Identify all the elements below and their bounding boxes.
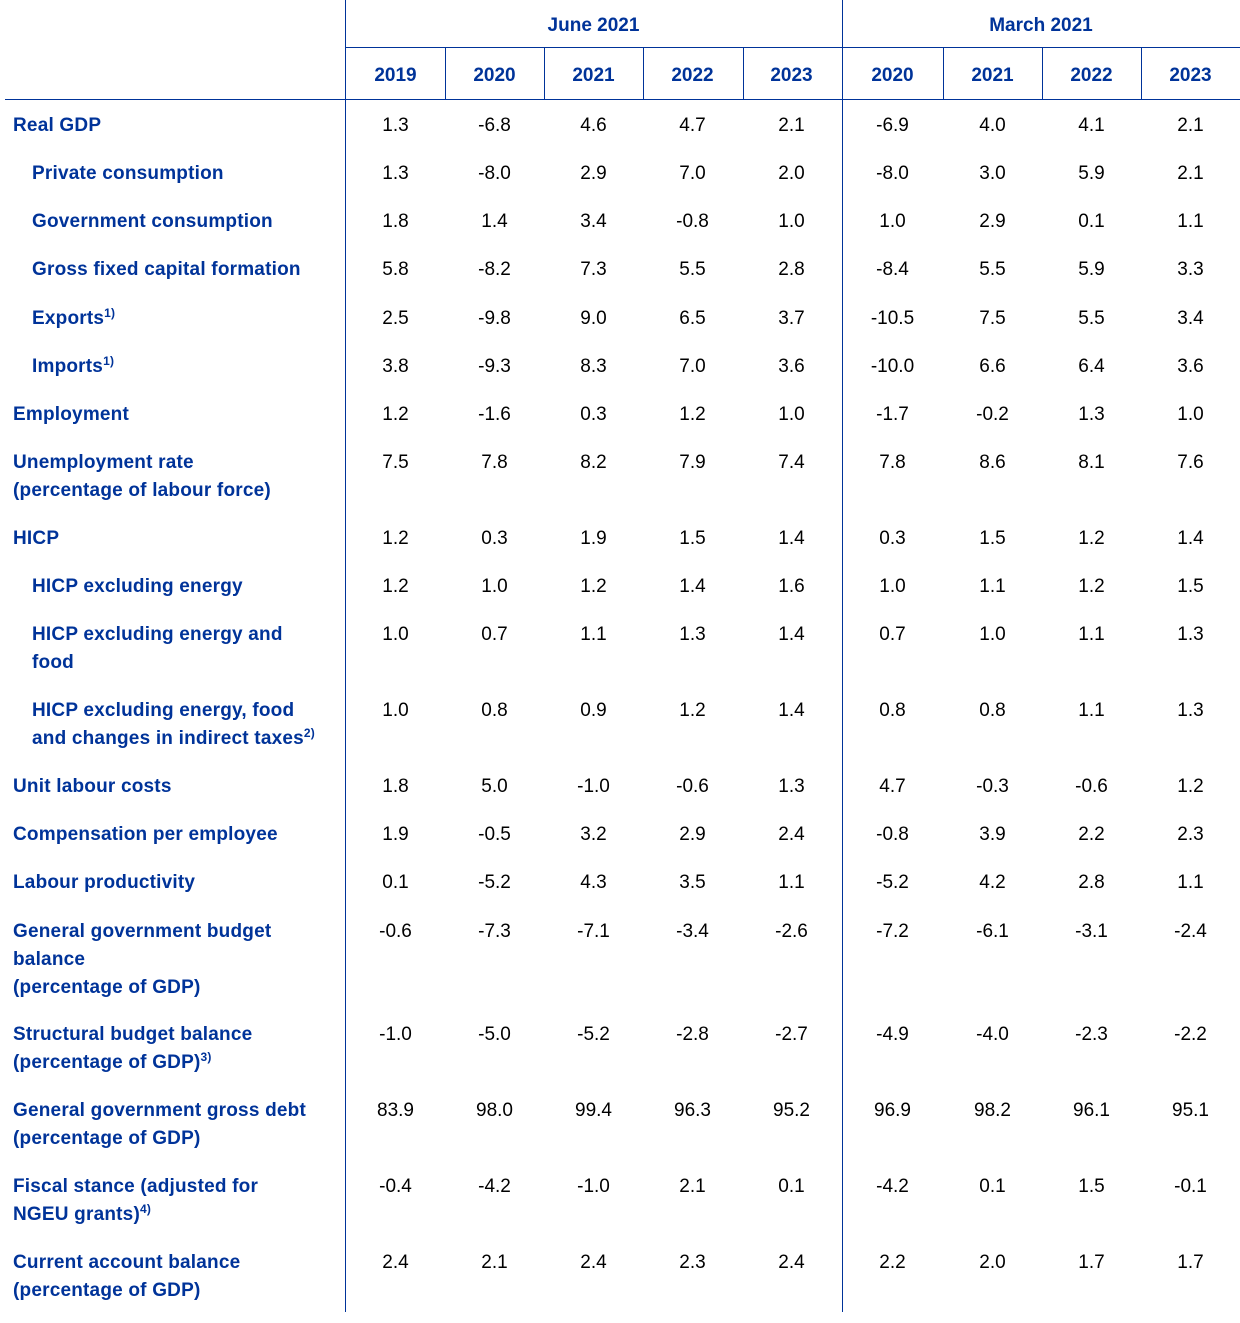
- row-label-line: [32, 573, 243, 601]
- value-cell: -4.2: [478, 1176, 511, 1197]
- value-cell: -0.4: [379, 1176, 412, 1197]
- row-label-line: [32, 725, 315, 753]
- value-cell: 1.7: [1078, 1252, 1105, 1273]
- value-cell: 98.2: [974, 1100, 1011, 1121]
- year-header: 2023: [770, 65, 813, 86]
- row-label: [13, 112, 101, 140]
- row-label: [13, 773, 172, 801]
- value-cell: -0.3: [976, 776, 1009, 797]
- value-cell: -5.2: [478, 872, 511, 893]
- value-cell: -4.0: [976, 1024, 1009, 1045]
- value-cell: 0.8: [879, 700, 906, 721]
- value-cell: 9.0: [580, 308, 607, 329]
- value-cell: -8.0: [478, 163, 511, 184]
- value-cell: 0.3: [879, 528, 906, 549]
- row-label: [32, 573, 243, 601]
- year-header: 2023: [1169, 65, 1212, 86]
- value-cell: 1.8: [382, 211, 409, 232]
- value-cell: 96.9: [874, 1100, 911, 1121]
- row-label: [13, 1021, 252, 1077]
- value-cell: 2.5: [382, 308, 409, 329]
- row-label-text: General government budget: [13, 921, 272, 942]
- row-label: [13, 1173, 258, 1229]
- value-cell: 8.1: [1078, 452, 1105, 473]
- value-cell: 1.5: [1078, 1176, 1105, 1197]
- value-cell: 0.3: [481, 528, 508, 549]
- value-cell: -2.3: [1075, 1024, 1108, 1045]
- value-cell: -6.8: [478, 115, 511, 136]
- value-cell: -0.8: [876, 824, 909, 845]
- value-cell: 0.3: [580, 404, 607, 425]
- value-cell: 1.5: [1177, 576, 1204, 597]
- value-cell: -0.6: [379, 921, 412, 942]
- row-label-line: [13, 1201, 258, 1229]
- value-cell: 1.2: [382, 576, 409, 597]
- value-cell: -8.4: [876, 259, 909, 280]
- value-cell: -3.4: [676, 921, 709, 942]
- value-cell: 1.0: [382, 700, 409, 721]
- value-cell: 7.3: [580, 259, 607, 280]
- row-label-line: [32, 649, 283, 677]
- value-cell: -7.2: [876, 921, 909, 942]
- value-cell: 2.1: [481, 1252, 508, 1273]
- value-cell: 4.3: [580, 872, 607, 893]
- value-cell: 1.2: [382, 528, 409, 549]
- year-header: 2022: [1070, 65, 1113, 86]
- value-cell: -6.1: [976, 921, 1009, 942]
- row-label-text: Unit labour costs: [13, 776, 172, 797]
- value-cell: 5.5: [979, 259, 1006, 280]
- value-cell: 1.0: [481, 576, 508, 597]
- year-header: 2020: [871, 65, 914, 86]
- row-label-text: General government gross debt: [13, 1100, 306, 1121]
- value-cell: 6.5: [679, 308, 706, 329]
- row-label-text: (percentage of GDP): [13, 977, 201, 998]
- value-cell: -9.3: [478, 356, 511, 377]
- row-label-line: [13, 525, 59, 553]
- value-cell: 2.0: [778, 163, 805, 184]
- value-cell: 7.0: [679, 356, 706, 377]
- footnote-marker: 1): [104, 306, 116, 320]
- row-label-text: Compensation per employee: [13, 824, 278, 845]
- value-cell: 5.9: [1078, 259, 1105, 280]
- row-label-line: [13, 477, 271, 505]
- row-label: [32, 353, 114, 381]
- value-cell: 1.2: [679, 700, 706, 721]
- value-cell: 7.5: [382, 452, 409, 473]
- value-cell: 1.6: [778, 576, 805, 597]
- value-cell: 7.5: [979, 308, 1006, 329]
- value-cell: -2.7: [775, 1024, 808, 1045]
- value-cell: 1.3: [1177, 624, 1204, 645]
- row-label-line: [13, 946, 271, 974]
- value-cell: 8.6: [979, 452, 1006, 473]
- value-cell: 8.2: [580, 452, 607, 473]
- value-cell: 2.4: [778, 1252, 805, 1273]
- value-cell: -4.9: [876, 1024, 909, 1045]
- value-cell: 3.0: [979, 163, 1006, 184]
- value-cell: 2.3: [1177, 824, 1204, 845]
- row-label-line: [13, 1173, 258, 1201]
- value-cell: 4.1: [1078, 115, 1105, 136]
- header-bottom-rule: [5, 99, 1240, 100]
- row-label-text: food: [32, 652, 74, 673]
- row-label-text: Exports: [32, 308, 105, 329]
- row-label-line: [32, 160, 224, 188]
- row-label: [32, 160, 224, 188]
- row-label-text: Real GDP: [13, 115, 102, 136]
- value-cell: 1.4: [778, 528, 805, 549]
- value-cell: 2.2: [879, 1252, 906, 1273]
- value-cell: 8.3: [580, 356, 607, 377]
- value-cell: -10.5: [870, 308, 915, 329]
- value-cell: 3.9: [979, 824, 1006, 845]
- value-cell: 5.8: [382, 259, 409, 280]
- year-header: 2021: [572, 65, 615, 86]
- value-cell: 1.3: [679, 624, 706, 645]
- value-cell: 7.4: [778, 452, 805, 473]
- value-cell: 2.9: [580, 163, 607, 184]
- row-label-line: [13, 1097, 306, 1125]
- value-cell: 2.1: [1177, 115, 1204, 136]
- year-header: 2021: [971, 65, 1014, 86]
- value-cell: 5.9: [1078, 163, 1105, 184]
- row-label-line: [13, 821, 278, 849]
- value-cell: 1.7: [1177, 1252, 1204, 1273]
- row-label-line: [13, 1049, 252, 1077]
- value-cell: 1.2: [1078, 528, 1105, 549]
- value-cell: 1.9: [382, 824, 409, 845]
- row-label-text: Employment: [13, 404, 130, 425]
- value-cell: -3.1: [1075, 921, 1108, 942]
- row-label: [32, 208, 273, 236]
- row-label-text: (percentage of GDP): [13, 1052, 201, 1073]
- value-cell: 1.1: [1177, 872, 1204, 893]
- value-cell: 4.6: [580, 115, 607, 136]
- row-label-line: [13, 1021, 252, 1049]
- value-cell: 1.0: [778, 404, 805, 425]
- value-cell: 1.0: [1177, 404, 1204, 425]
- value-cell: 96.1: [1073, 1100, 1110, 1121]
- row-label-line: [13, 1249, 240, 1277]
- value-cell: -1.0: [379, 1024, 412, 1045]
- row-label: [13, 869, 195, 897]
- value-cell: -1.0: [577, 776, 610, 797]
- value-cell: 2.9: [979, 211, 1006, 232]
- value-cell: 2.8: [1078, 872, 1105, 893]
- value-cell: 2.2: [1078, 824, 1105, 845]
- value-cell: -9.8: [478, 308, 511, 329]
- row-label-text: Private consumption: [32, 163, 224, 184]
- row-label: [13, 1097, 306, 1153]
- value-cell: 2.4: [382, 1252, 409, 1273]
- row-label-line: [13, 401, 129, 429]
- row-label: [13, 1249, 240, 1305]
- value-cell: 3.4: [1177, 308, 1204, 329]
- value-cell: 95.1: [1172, 1100, 1209, 1121]
- value-cell: 1.1: [1078, 624, 1105, 645]
- footnote-marker: 4): [139, 1202, 152, 1216]
- row-label-line: [32, 256, 301, 284]
- value-cell: -0.1: [1174, 1176, 1207, 1197]
- value-cell: 96.3: [674, 1100, 711, 1121]
- year-header: 2022: [671, 65, 714, 86]
- value-cell: 1.3: [1177, 700, 1204, 721]
- footnote-marker: 1): [103, 354, 115, 368]
- value-cell: 2.3: [679, 1252, 706, 1273]
- value-cell: -1.7: [876, 404, 909, 425]
- value-cell: -8.2: [478, 259, 511, 280]
- value-cell: 5.5: [679, 259, 706, 280]
- value-cell: 1.0: [879, 211, 906, 232]
- row-label: [13, 821, 278, 849]
- row-label-text: HICP: [13, 528, 60, 549]
- value-cell: 1.2: [1078, 576, 1105, 597]
- row-label-text: HICP excluding energy and: [32, 624, 283, 645]
- value-cell: 4.7: [679, 115, 706, 136]
- row-label-text: (percentage of GDP): [13, 1280, 201, 1301]
- value-cell: 1.4: [778, 700, 805, 721]
- footnote-marker: 3): [200, 1050, 212, 1064]
- value-cell: 1.3: [1078, 404, 1105, 425]
- value-cell: 1.4: [481, 211, 508, 232]
- value-cell: 4.0: [979, 115, 1006, 136]
- row-label-line: [32, 621, 283, 649]
- row-label-line: [32, 697, 315, 725]
- row-label-line: [13, 112, 101, 140]
- row-label: [13, 449, 271, 505]
- value-cell: 1.5: [979, 528, 1006, 549]
- value-cell: 83.9: [377, 1100, 414, 1121]
- value-cell: 7.0: [679, 163, 706, 184]
- value-cell: -5.2: [577, 1024, 610, 1045]
- value-cell: 2.1: [778, 115, 805, 136]
- value-cell: 3.7: [778, 308, 805, 329]
- value-cell: 0.7: [481, 624, 508, 645]
- value-cell: -1.0: [577, 1176, 610, 1197]
- value-cell: 3.4: [580, 211, 607, 232]
- row-label-text: Labour productivity: [13, 872, 196, 893]
- value-cell: 1.0: [382, 624, 409, 645]
- row-label-text: Structural budget balance: [13, 1024, 253, 1045]
- row-label: [32, 256, 301, 284]
- row-label-text: and changes in indirect taxes: [32, 728, 304, 749]
- value-cell: 1.4: [1177, 528, 1204, 549]
- row-label-text: Imports: [32, 356, 104, 377]
- value-cell: 1.3: [382, 163, 409, 184]
- value-cell: -0.5: [478, 824, 511, 845]
- row-label-line: [32, 305, 115, 333]
- value-cell: 2.1: [679, 1176, 706, 1197]
- value-cell: -7.3: [478, 921, 511, 942]
- value-cell: 99.4: [575, 1100, 612, 1121]
- value-cell: -2.2: [1174, 1024, 1207, 1045]
- value-cell: 5.0: [481, 776, 508, 797]
- value-cell: 3.6: [1177, 356, 1204, 377]
- value-cell: -10.0: [870, 356, 915, 377]
- row-label-text: Current account balance: [13, 1252, 241, 1273]
- value-cell: 4.7: [879, 776, 906, 797]
- row-label-line: [13, 1125, 306, 1153]
- value-cell: 2.1: [1177, 163, 1204, 184]
- row-label-text: Unemployment rate: [13, 452, 194, 473]
- row-label-line: [13, 449, 271, 477]
- value-cell: 1.9: [580, 528, 607, 549]
- value-cell: 5.5: [1078, 308, 1105, 329]
- value-cell: 1.8: [382, 776, 409, 797]
- group-header-march-2021: March 2021: [989, 15, 1093, 36]
- value-cell: -2.8: [676, 1024, 709, 1045]
- value-cell: 2.0: [979, 1252, 1006, 1273]
- value-cell: -5.0: [478, 1024, 511, 1045]
- value-cell: 3.2: [580, 824, 607, 845]
- value-cell: -0.6: [1075, 776, 1108, 797]
- value-cell: 7.6: [1177, 452, 1204, 473]
- value-cell: 1.3: [778, 776, 805, 797]
- value-cell: -8.0: [876, 163, 909, 184]
- value-cell: 2.4: [580, 1252, 607, 1273]
- value-cell: -0.2: [976, 404, 1009, 425]
- value-cell: 6.4: [1078, 356, 1105, 377]
- value-cell: 1.1: [778, 872, 805, 893]
- group-header-june-2021: June 2021: [547, 15, 640, 36]
- row-label-text: Fiscal stance (adjusted for: [13, 1176, 259, 1197]
- value-cell: 1.2: [382, 404, 409, 425]
- row-label: [32, 621, 283, 677]
- value-cell: -0.8: [676, 211, 709, 232]
- row-label-text: Gross fixed capital formation: [32, 259, 301, 280]
- value-cell: -1.6: [478, 404, 511, 425]
- value-cell: 1.3: [382, 115, 409, 136]
- row-label-text: Government consumption: [32, 211, 273, 232]
- value-cell: 1.1: [979, 576, 1006, 597]
- value-cell: 3.6: [778, 356, 805, 377]
- value-cell: 0.1: [778, 1176, 805, 1197]
- value-cell: -2.4: [1174, 921, 1207, 942]
- value-cell: 7.8: [879, 452, 906, 473]
- value-cell: 1.0: [879, 576, 906, 597]
- row-label: [32, 697, 315, 753]
- year-header: 2020: [473, 65, 516, 86]
- value-cell: 1.2: [679, 404, 706, 425]
- value-cell: 1.4: [679, 576, 706, 597]
- value-cell: -6.9: [876, 115, 909, 136]
- row-label-line: [13, 869, 195, 897]
- row-label-text: (percentage of GDP): [13, 1128, 201, 1149]
- value-cell: 1.0: [778, 211, 805, 232]
- value-cell: 0.1: [979, 1176, 1006, 1197]
- row-label-line: [32, 353, 114, 381]
- value-cell: 3.8: [382, 356, 409, 377]
- row-label-text: (percentage of labour force): [13, 480, 271, 501]
- row-label-line: [32, 208, 273, 236]
- row-label-line: [13, 974, 271, 1002]
- value-cell: 2.8: [778, 259, 805, 280]
- value-cell: 2.4: [778, 824, 805, 845]
- value-cell: 6.6: [979, 356, 1006, 377]
- value-cell: -0.6: [676, 776, 709, 797]
- value-cell: 1.2: [1177, 776, 1204, 797]
- value-cell: 0.8: [979, 700, 1006, 721]
- value-cell: 0.9: [580, 700, 607, 721]
- value-cell: 3.5: [679, 872, 706, 893]
- value-cell: 0.7: [879, 624, 906, 645]
- row-label: [13, 525, 59, 553]
- row-label-text: HICP excluding energy, food: [32, 700, 295, 721]
- footnote-marker: 2): [303, 726, 315, 740]
- row-label-text: balance: [13, 949, 86, 970]
- value-cell: 7.8: [481, 452, 508, 473]
- row-label: [13, 401, 129, 429]
- value-cell: 1.4: [778, 624, 805, 645]
- value-cell: 95.2: [773, 1100, 810, 1121]
- value-cell: 1.1: [1177, 211, 1204, 232]
- value-cell: 0.8: [481, 700, 508, 721]
- value-cell: 1.0: [979, 624, 1006, 645]
- value-cell: 1.1: [580, 624, 607, 645]
- row-label: [32, 305, 115, 333]
- value-cell: 0.1: [382, 872, 409, 893]
- group-header-rule: [345, 47, 1240, 48]
- value-cell: 98.0: [476, 1100, 513, 1121]
- value-cell: 7.9: [679, 452, 706, 473]
- row-label: [13, 918, 271, 1002]
- value-cell: 1.5: [679, 528, 706, 549]
- value-cell: 0.1: [1078, 211, 1105, 232]
- value-cell: 1.2: [580, 576, 607, 597]
- row-label-line: [13, 918, 271, 946]
- value-cell: 1.1: [1078, 700, 1105, 721]
- row-label-text: NGEU grants): [13, 1204, 140, 1225]
- value-cell: -7.1: [577, 921, 610, 942]
- value-cell: -2.6: [775, 921, 808, 942]
- row-label-line: [13, 773, 172, 801]
- value-cell: 2.9: [679, 824, 706, 845]
- value-cell: 4.2: [979, 872, 1006, 893]
- value-cell: 3.3: [1177, 259, 1204, 280]
- year-header: 2019: [374, 65, 417, 86]
- row-label-text: HICP excluding energy: [32, 576, 243, 597]
- value-cell: -5.2: [876, 872, 909, 893]
- row-label-line: [13, 1277, 240, 1305]
- value-cell: -4.2: [876, 1176, 909, 1197]
